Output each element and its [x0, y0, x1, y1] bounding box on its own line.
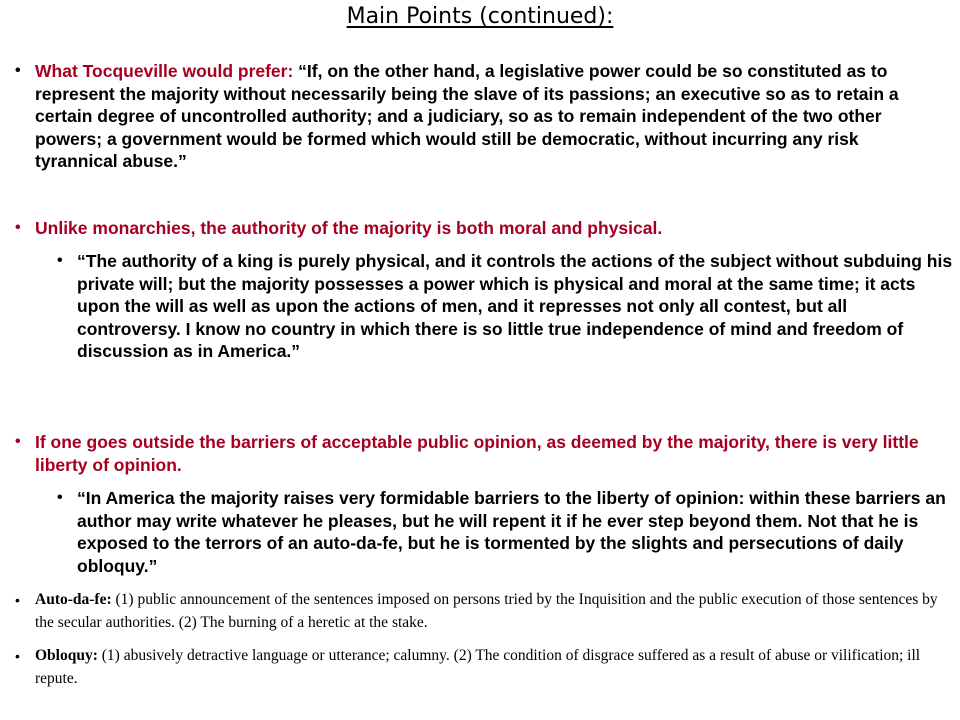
subpoint-quote: “The authority of a king is purely physical, and it controls the actions of the subject without subduing his private will; but the majority possesses a power which is physical and moral at the same time; it acts upon the will as well as upon the actions of men, and it represses not only all contest, but all controversy. I know no country in which there is so little true independence of mind and freedom of discussion as in America.”	[77, 251, 953, 361]
page-title: Main Points (continued):	[346, 4, 614, 29]
point-tocqueville-preference	[15, 60, 940, 173]
definition-term: Obloquy:	[35, 647, 98, 664]
bullet-icon: •	[15, 62, 21, 79]
subpoint-quote: “In America the majority raises very formidable barriers to the liberty of opinion: within these barriers an author may write whatever he pleases, but he will repent it if he ever step beyond them. Not that he is exposed to the terrors of an auto-da-fe, but he is tormented by the slights and persecutions of daily obloquy.”	[77, 488, 946, 576]
subpoint-king-authority	[57, 250, 953, 363]
point-lead: What Tocqueville would prefer:	[35, 61, 299, 81]
definition-text: (1) public announcement of the sentences imposed on persons tried by the Inquisition and the public execution of those sentences by the secular authorities. (2) The burning of a heretic at the stake.	[35, 591, 938, 631]
definition-auto-da-fe	[15, 589, 940, 634]
point-quote: “If, on the other hand, a legislative power could be so constituted as to represent the majority without necessarily being the slave of its passions; an executive so as to retain a certain degree of uncontrolled authority; and a judiciary, so as to remain independent of the two other powers; a government would be formed which would still be democratic, without incurring any risk tyrannical abuse.”	[35, 61, 899, 171]
bullet-icon: •	[15, 592, 20, 608]
point-majority-authority	[15, 217, 940, 240]
bullet-icon: •	[15, 219, 21, 236]
bullet-icon: •	[57, 489, 63, 506]
definition-text: (1) abusively detractive language or utterance; calumny. (2) The condition of disgrace suffered as a result of abuse or vilification; ill repute.	[35, 647, 921, 687]
point-lead: If one goes outside the barriers of acceptable public opinion, as deemed by the majority, there is very little liberty of opinion.	[35, 432, 919, 475]
bullet-icon: •	[15, 648, 20, 664]
point-barriers-of-opinion	[15, 431, 953, 476]
subpoint-america-majority	[57, 487, 953, 577]
definition-term: Auto-da-fe:	[35, 591, 112, 608]
bullet-icon: •	[57, 252, 63, 269]
definition-obloquy	[15, 645, 940, 690]
bullet-icon: •	[15, 433, 21, 450]
point-lead: Unlike monarchies, the authority of the majority is both moral and physical.	[35, 218, 663, 238]
